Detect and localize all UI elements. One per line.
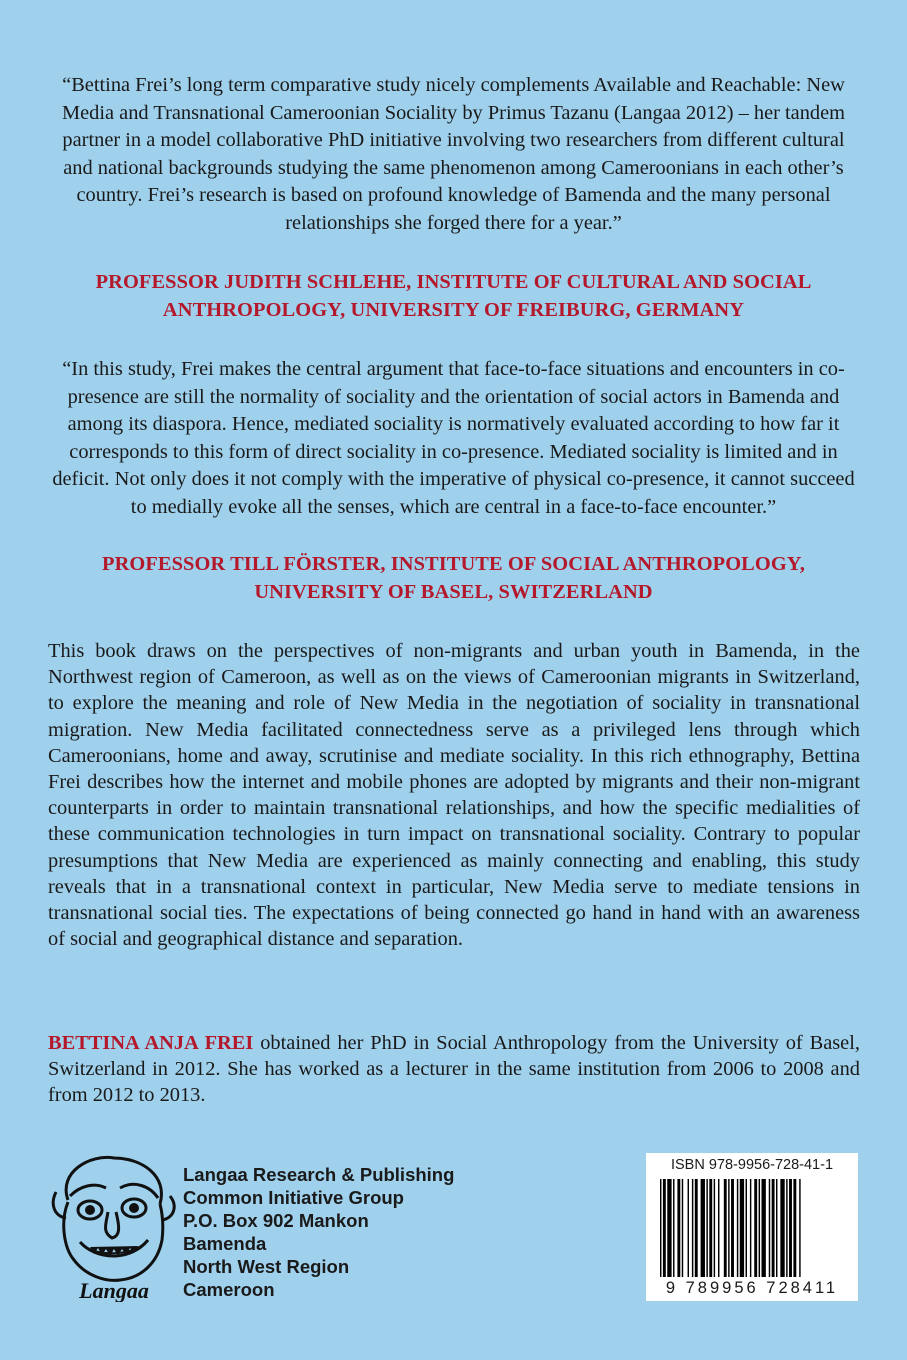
publisher-line: North West Region [183,1256,350,1277]
barcode-bar [731,1179,734,1277]
barcode-bar [667,1179,671,1277]
barcode-bar [663,1179,666,1277]
book-description: This book draws on the perspectives of non-migrants and urban youth in Bamenda, in the Northwest region of Cameroon, as well as on the views of Cameroonian migrants in Switzerland, to explore the meaning and role of New Media in the negotiation of sociality in transnational migration. New Media facilitated connectedness serve as a privileged lens through which Cameroonians, home and away, scrutinise and mediate sociality. In this rich ethnography, Bettina Frei describes how the internet and mobile phones are adopted by migrants and their non-migrant counterparts in order to maintain transnational relationships, and how the specific medialities of these communication technologies in turn impact on transnational sociality. Contrary to popular presumptions that New Media are experienced as mainly connecting and enabling, this study reveals that in a transnational context in particular, New Media serve to mediate tensions in transnational social ties. The expectations of being connected go hand in hand with an awareness of social and geographical distance and separation. [48,640,860,951]
barcode-bar [746,1179,747,1277]
barcode-bar [776,1179,777,1277]
barcode-bar [701,1179,705,1277]
barcode-bar [769,1179,770,1277]
barcode-bar [750,1179,751,1277]
barcode-bar [786,1179,787,1277]
barcode-bar [714,1179,715,1277]
barcode-bar [692,1179,693,1277]
logo-text: Langaa [79,1278,149,1302]
barcode-bar [682,1179,683,1277]
author-bio [48,1030,860,1109]
barcode-bar [740,1179,744,1277]
quote-1: “Bettina Frei’s long term comparative study nicely complements Available and Reachable: New Media and Transnational Cameroonian Sociality by Primus Tazanu (Langaa 2012) – her tandem partner in a model collaborative PhD initiative involving two researchers from different cultural and national backgrounds studying the same phenomenon among Cameroonians in each other’s country. Frei’s research is based on profound knowledge of Bamenda and the many personal relationships she forged there for a year.” [61,74,846,234]
barcode-bar [660,1179,661,1277]
isbn-label: ISBN 978-9956-728-41-1 [670,1157,834,1173]
publisher-address [183,1163,454,1301]
langaa-logo [50,1152,178,1302]
author-name: BETTINA ANJA FREI [48,1032,254,1054]
barcode-bar [728,1179,729,1277]
barcode-bar [695,1179,698,1277]
barcode-bar [673,1179,674,1277]
barcode-bar [793,1179,796,1277]
barcode-bars [656,1179,848,1279]
publisher-line: Bamenda [183,1233,267,1254]
author-bio-text: obtained her PhD in Social Anthropology from the University of Basel, Switzerland in 2012. She has worked as a lecturer in the same institution from 2006 to 2008 and from 2012 to 2013. [48,1032,860,1107]
barcode-bar [737,1179,738,1277]
barcode-bar [709,1179,712,1277]
barcode-bar [688,1179,689,1277]
publisher-line: Langaa Research & Publishing [183,1164,455,1185]
publisher-line: Cameroon [183,1279,275,1300]
barcode-bar [762,1179,766,1277]
barcode-bar [718,1179,719,1277]
barcode-bar [799,1179,800,1277]
barcode-bar [754,1179,757,1277]
quote-2: “In this study, Frei makes the central argument that face-to-face situations and encounters in co-presence are still the normality of sociality and the orientation of social actors in Bamenda and among its diaspora. Hence, mediated sociality is normatively evaluated according to how far it corresponds to this form of direct sociality in co-presence. Mediated sociality is limited and in deficit. Not only does it not comply with the imperative of physical co-presence, it cannot succeed to medially evoke all the senses, which are central in a face-to-face encounter.” [52,358,855,518]
isbn-number: 9 789956 728411 [665,1279,839,1297]
quote-2-attribution: PROFESSOR TILL FÖRSTER, INSTITUTE OF SOCIAL ANTHROPOLOGY, UNIVERSITY OF BASEL, SWITZERLAND [102,553,805,603]
publisher-line: P.O. Box 902 Mankon [183,1210,369,1231]
barcode-bar [780,1179,784,1277]
barcode-bar [677,1179,680,1277]
quote-1-attribution: PROFESSOR JUDITH SCHLEHE, INSTITUTE OF CULTURAL AND SOCIAL ANTHROPOLOGY, UNIVERSITY OF FREIBURG, GERMANY [95,271,812,321]
barcode-bar [789,1179,792,1277]
isbn-barcode [646,1153,858,1301]
barcode-bar [759,1179,760,1277]
barcode-bar [772,1179,775,1277]
barcode-bar [724,1179,727,1277]
publisher-line: Common Initiative Group [183,1187,404,1208]
barcode-bar [706,1179,707,1277]
